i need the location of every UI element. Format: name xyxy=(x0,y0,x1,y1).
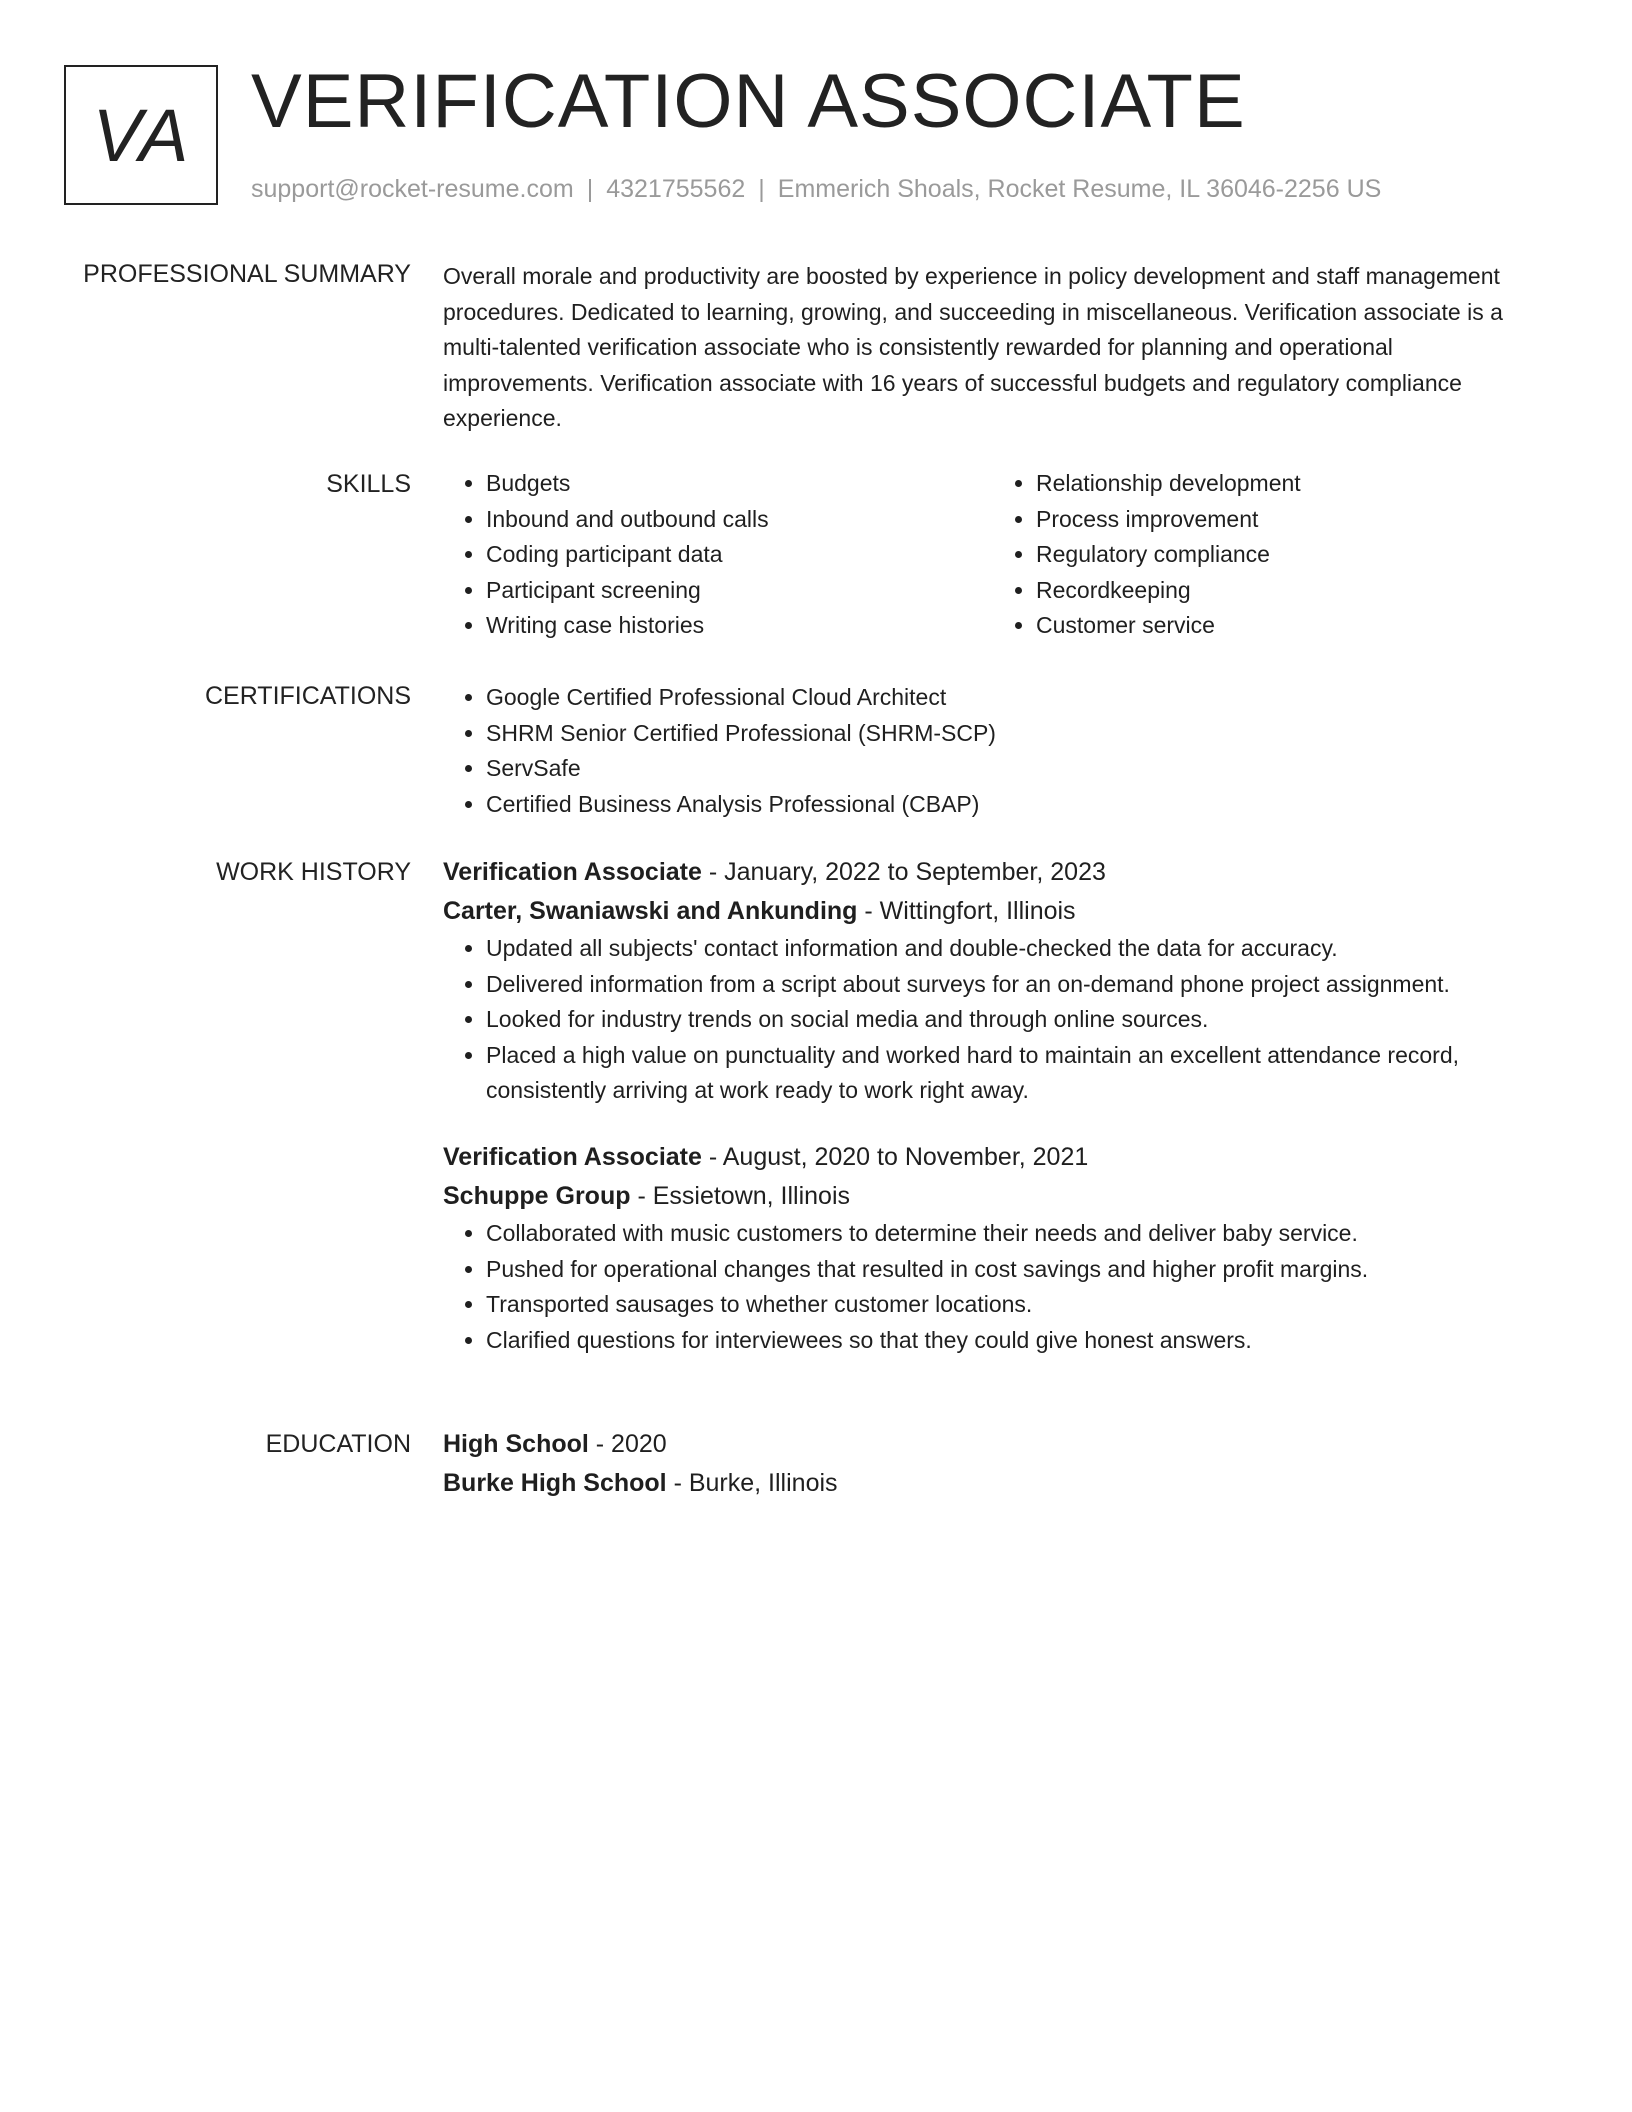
job-company-line xyxy=(443,892,1543,931)
education-location: - Burke, Illinois xyxy=(666,1469,838,1497)
monogram-badge: VA xyxy=(64,65,218,205)
certifications-list xyxy=(443,680,1543,822)
skill-item: • Budgets xyxy=(486,466,993,502)
skill-item: • Regulatory compliance xyxy=(1036,537,1543,573)
education-school: Burke High School xyxy=(443,1469,667,1497)
skill-item: • Writing case histories xyxy=(486,608,993,644)
summary-text: Overall morale and productivity are boosted by experience in policy development and staff management procedures. Dedicated to learning, growing, and succeeding in miscellaneous. Verification associate is a multi-talented verification associate who is consistently rewarded for planning and operational improvements. Verification associate with 16 years of successful budgets and regulatory compliance experience. xyxy=(443,263,1503,432)
skill-item: • Recordkeeping xyxy=(1036,573,1543,609)
certification-item: • SHRM Senior Certified Professional (SHRM-SCP) xyxy=(486,716,1543,752)
skills-list-right xyxy=(993,466,1543,644)
education-school-line xyxy=(443,1464,1543,1503)
job-duty: • Clarified questions for interviewees so that they could give honest answers. xyxy=(486,1323,1543,1359)
job-title: Verification Associate xyxy=(443,1142,702,1171)
job-location: - Wittingfort, Illinois xyxy=(857,897,1076,925)
skill-item: • Coding participant data xyxy=(486,537,993,573)
contact-address: Emmerich Shoals, Rocket Resume, IL 36046-2256 US xyxy=(777,175,1382,203)
education-year: - 2020 xyxy=(588,1430,667,1458)
job-company-line xyxy=(443,1177,1543,1216)
summary-heading: PROFESSIONAL SUMMARY xyxy=(83,260,411,288)
job-duties-list xyxy=(443,931,1543,1109)
skill-item: • Inbound and outbound calls xyxy=(486,502,993,538)
job-title: Verification Associate xyxy=(443,858,702,886)
job-dates: - August, 2020 to November, 2021 xyxy=(701,1142,1089,1171)
job-duties-list xyxy=(443,1216,1543,1358)
skill-item: • Participant screening xyxy=(486,573,993,609)
work-history-heading: WORK HISTORY xyxy=(216,858,411,886)
contact-phone: 4321755562 xyxy=(606,175,746,203)
job-location: - Essietown, Illinois xyxy=(630,1181,851,1210)
certification-item: • Google Certified Professional Cloud Architect xyxy=(486,680,1543,716)
job-entry xyxy=(443,1138,1543,1358)
job-duty: • Placed a high value on punctuality and worked hard to maintain an excellent attendance record, consistently arriving at work ready to work right away. xyxy=(486,1038,1543,1109)
job-company: Schuppe Group xyxy=(443,1181,631,1210)
contact-line xyxy=(251,173,1381,205)
job-title-line xyxy=(443,853,1543,892)
resume-title: VERIFICATION ASSOCIATE xyxy=(251,59,1246,144)
job-duty: • Updated all subjects' contact information and double-checked the data for accuracy. xyxy=(486,931,1543,967)
job-duty: • Pushed for operational changes that resulted in cost savings and higher profit margins. xyxy=(486,1252,1543,1288)
job-duty: • Delivered information from a script about surveys for an on-demand phone project assignment. xyxy=(486,967,1543,1003)
skills-list-left xyxy=(443,466,993,644)
education-heading: EDUCATION xyxy=(265,1430,411,1458)
education-degree-line xyxy=(443,1425,1543,1464)
skill-item: • Customer service xyxy=(1036,608,1543,644)
job-duty: • Collaborated with music customers to determine their needs and deliver baby service. xyxy=(486,1216,1543,1252)
job-duty: • Transported sausages to whether customer locations. xyxy=(486,1287,1543,1323)
job-dates: - January, 2022 to September, 2023 xyxy=(701,858,1106,886)
education-degree: High School xyxy=(443,1430,589,1458)
contact-separator: | xyxy=(586,175,594,203)
job-title-line xyxy=(443,1138,1543,1177)
skills-grid xyxy=(443,466,1543,644)
job-entry xyxy=(443,853,1543,1109)
job-duty: • Looked for industry trends on social media and through online sources. xyxy=(486,1002,1543,1038)
skill-item: • Process improvement xyxy=(1036,502,1543,538)
contact-separator: | xyxy=(758,175,765,203)
contact-email: support@rocket-resume.com xyxy=(251,175,574,203)
skill-item: • Relationship development xyxy=(1036,466,1543,502)
certification-item: • Certified Business Analysis Professional (CBAP) xyxy=(486,787,1543,823)
job-company: Carter, Swaniawski and Ankunding xyxy=(443,897,858,925)
certification-item: • ServSafe xyxy=(486,751,1543,787)
skills-heading: SKILLS xyxy=(326,470,411,498)
certifications-heading: CERTIFICATIONS xyxy=(204,682,411,710)
